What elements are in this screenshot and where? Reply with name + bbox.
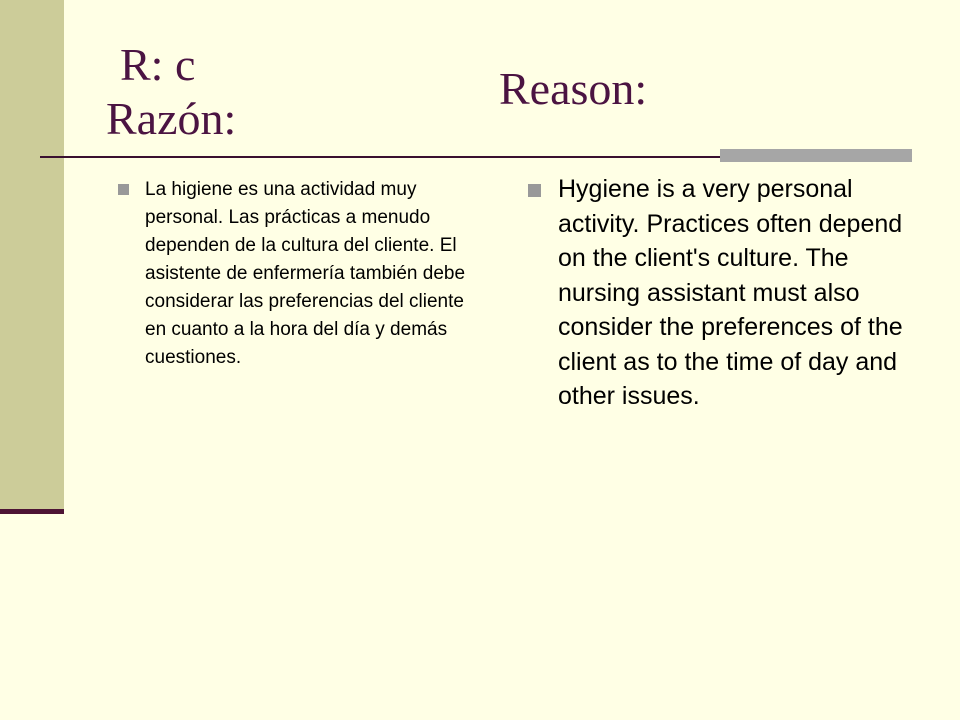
left-bar-accent (0, 509, 64, 514)
title-divider-accent (720, 149, 912, 162)
english-reason-text: Hygiene is a very personal activity. Practices often depend on the client's culture. The nursing assistant must also consider the preferences of the client as to the time of day and other issues. (558, 175, 903, 410)
english-column (528, 172, 908, 414)
list-item (528, 172, 908, 414)
slide-title-left (106, 38, 236, 146)
spanish-reason-text: La higiene es una actividad muy personal. Las prácticas a menudo dependen de la cultura del cliente. El asistente de enfermería también debe considerar las preferencias del cliente en cuanto a la hora del día y demás cuestiones. (145, 179, 466, 368)
list-item (118, 176, 488, 372)
square-bullet-icon (118, 184, 129, 195)
square-bullet-icon (528, 184, 541, 197)
slide-title-right: Reason: (499, 63, 648, 114)
spanish-column (118, 176, 488, 372)
left-decorative-bar (0, 0, 64, 510)
title-razon: Razón: (106, 93, 237, 144)
title-answer: R: c (120, 39, 196, 90)
